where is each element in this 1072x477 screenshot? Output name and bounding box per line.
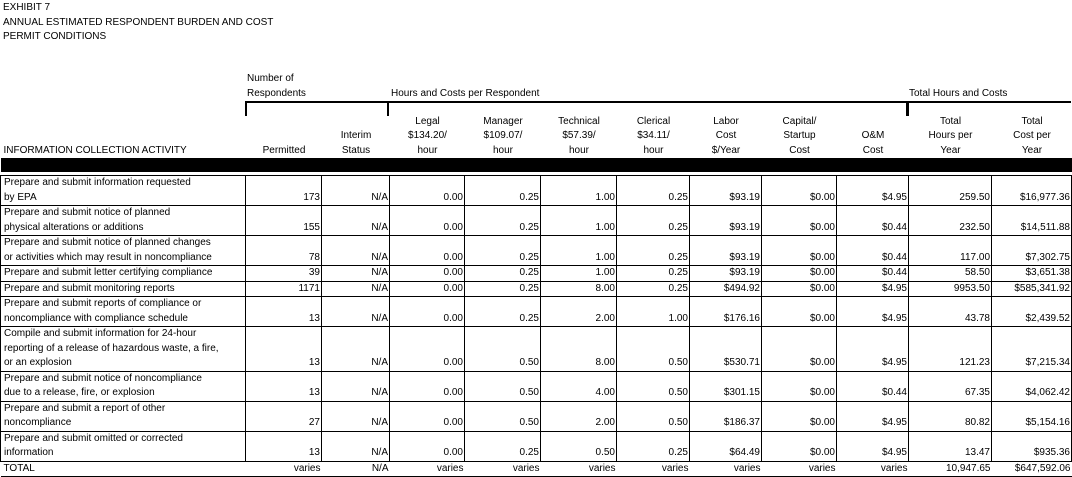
cell-clerical-hours: 0.25 [617, 266, 690, 282]
table-row [1, 371, 1072, 401]
cell-manager-hours: 0.25 [465, 281, 541, 297]
cell-activity: Prepare and submit omitted or corrected information [1, 431, 246, 461]
cell-labor-cost: $186.37 [690, 401, 762, 431]
cell-activity: Prepare and submit reports of compliance or noncompliance with compliance schedule [1, 297, 246, 327]
cell-clerical-hours: 0.25 [617, 236, 690, 266]
cell-legal-hours: 0.00 [390, 431, 465, 461]
cell-manager-hours: 0.50 [465, 327, 541, 372]
cell-labor-cost: $494.92 [690, 281, 762, 297]
cell-total-cost: $585,341.92 [992, 281, 1072, 297]
cell-legal-hours: 0.00 [390, 371, 465, 401]
cell-technical-hours: 1.00 [541, 266, 617, 282]
cell-interim-status: N/A [322, 176, 390, 206]
column-header-om-cost: O&M Cost [861, 130, 885, 156]
table-row [1, 327, 1072, 372]
column-header-manager: Manager $109.07/ hour [483, 115, 523, 156]
cell-interim-status: N/A [322, 401, 390, 431]
cell-om-cost: $4.95 [837, 401, 909, 431]
cell-technical-hours: 4.00 [541, 371, 617, 401]
cell-capital-cost: $0.00 [762, 431, 837, 461]
cell-interim-status: N/A [322, 266, 390, 282]
column-header-interim-status: Interim Status [340, 130, 372, 156]
respondents-label-line2: Respondents [247, 87, 306, 99]
cell-capital-cost: $0.00 [762, 206, 837, 236]
cell-legal-hours: 0.00 [390, 206, 465, 236]
table-row [1, 297, 1072, 327]
cell-interim-status: N/A [322, 281, 390, 297]
cell-labor-cost: $301.15 [690, 371, 762, 401]
cell-labor-cost: varies [690, 461, 762, 477]
cell-labor-cost: $93.19 [690, 176, 762, 206]
cell-total-hours: 67.35 [909, 371, 992, 401]
exhibit-title: ANNUAL ESTIMATED RESPONDENT BURDEN AND COST [3, 16, 274, 28]
cell-om-cost: $0.44 [837, 371, 909, 401]
cell-interim-status: N/A [322, 431, 390, 461]
cell-om-cost: $0.44 [837, 266, 909, 282]
cell-om-cost: $4.95 [837, 176, 909, 206]
cell-om-cost: $4.95 [837, 327, 909, 372]
header-divider-bar [1, 158, 1072, 172]
column-header-labor-cost: Labor Cost $/Year [711, 115, 741, 156]
cell-total-hours: 10,947.65 [909, 461, 992, 477]
cell-labor-cost: $176.16 [690, 297, 762, 327]
cell-capital-cost: $0.00 [762, 176, 837, 206]
column-header-technical: Technical $57.39/ hour [558, 115, 600, 156]
cell-permitted: 27 [246, 401, 322, 431]
cell-technical-hours: 8.00 [541, 327, 617, 372]
cell-legal-hours: 0.00 [390, 327, 465, 372]
table-row [1, 431, 1072, 461]
cell-manager-hours: 0.25 [465, 206, 541, 236]
cell-total-cost: $14,511.88 [992, 206, 1072, 236]
cell-capital-cost: $0.00 [762, 297, 837, 327]
cell-legal-hours: 0.00 [390, 297, 465, 327]
cell-capital-cost: $0.00 [762, 281, 837, 297]
cell-clerical-hours: 0.25 [617, 206, 690, 236]
column-header-clerical: Clerical $34.11/ hour [636, 115, 671, 156]
exhibit-title-block [3, 1, 273, 45]
cell-technical-hours: 2.00 [541, 401, 617, 431]
cell-technical-hours: 1.00 [541, 176, 617, 206]
cell-interim-status: N/A [322, 461, 390, 477]
cell-interim-status: N/A [322, 327, 390, 372]
cell-total-cost: $2,439.52 [992, 297, 1072, 327]
cell-om-cost: $4.95 [837, 297, 909, 327]
cell-legal-hours: 0.00 [390, 401, 465, 431]
column-header-legal: Legal $134.20/ hour [408, 115, 447, 156]
cell-permitted: 13 [246, 431, 322, 461]
cell-om-cost: varies [837, 461, 909, 477]
cell-total-cost: $3,651.38 [992, 266, 1072, 282]
cell-interim-status: N/A [322, 371, 390, 401]
cell-total-hours: 232.50 [909, 206, 992, 236]
cell-total-cost: $4,062.42 [992, 371, 1072, 401]
cell-interim-status: N/A [322, 236, 390, 266]
cell-manager-hours: 0.50 [465, 401, 541, 431]
table-row [1, 281, 1072, 297]
cell-permitted: 173 [246, 176, 322, 206]
column-header-capital-cost: Capital/ Startup Cost [782, 115, 817, 156]
table-row [1, 236, 1072, 266]
cell-interim-status: N/A [322, 206, 390, 236]
cell-total-hours: 13.47 [909, 431, 992, 461]
cell-capital-cost: varies [762, 461, 837, 477]
table-row [1, 266, 1072, 282]
divider-cell [1, 158, 1072, 172]
cell-om-cost: $4.95 [837, 281, 909, 297]
hours-costs-group-label: Hours and Costs per Respondent [391, 88, 540, 99]
cell-clerical-hours: 0.50 [617, 327, 690, 372]
total-row [1, 461, 1072, 477]
cell-manager-hours: 0.25 [465, 236, 541, 266]
cell-total-cost: $647,592.06 [992, 461, 1072, 477]
cell-total-hours: 121.23 [909, 327, 992, 372]
cell-permitted: 1171 [246, 281, 322, 297]
burden-cost-table [0, 113, 1072, 477]
cell-permitted: 13 [246, 297, 322, 327]
table-row [1, 176, 1072, 206]
cell-technical-hours: varies [541, 461, 617, 477]
cell-labor-cost: $530.71 [690, 327, 762, 372]
cell-interim-status: N/A [322, 297, 390, 327]
cell-labor-cost: $64.49 [690, 431, 762, 461]
cell-activity: Prepare and submit information requested by EPA [1, 176, 246, 206]
cell-activity: Prepare and submit notice of planned changes or activities which may result in noncompliance [1, 236, 246, 266]
totals-group-label: Total Hours and Costs [909, 88, 1008, 99]
cell-technical-hours: 0.50 [541, 431, 617, 461]
cell-labor-cost: $93.19 [690, 206, 762, 236]
cell-om-cost: $4.95 [837, 431, 909, 461]
respondents-label-line1: Number of [247, 73, 294, 84]
cell-manager-hours: 0.50 [465, 371, 541, 401]
cell-clerical-hours: 0.50 [617, 371, 690, 401]
cell-activity: Prepare and submit monitoring reports [1, 281, 246, 297]
cell-permitted: 39 [246, 266, 322, 282]
cell-technical-hours: 2.00 [541, 297, 617, 327]
cell-legal-hours: 0.00 [390, 176, 465, 206]
cell-labor-cost: $93.19 [690, 236, 762, 266]
cell-clerical-hours: 0.25 [617, 176, 690, 206]
cell-clerical-hours: 0.50 [617, 401, 690, 431]
cell-legal-hours: varies [390, 461, 465, 477]
cell-manager-hours: varies [465, 461, 541, 477]
cell-manager-hours: 0.25 [465, 266, 541, 282]
cell-activity: Prepare and submit notice of planned physical alterations or additions [1, 206, 246, 236]
cell-clerical-hours: 0.25 [617, 431, 690, 461]
cell-clerical-hours: 1.00 [617, 297, 690, 327]
column-header-permitted: Permitted [262, 144, 306, 156]
cell-capital-cost: $0.00 [762, 236, 837, 266]
table-row [1, 206, 1072, 236]
column-header-total-hours: Total Hours per Year [928, 115, 973, 156]
cell-total-cost: $7,302.75 [992, 236, 1072, 266]
cell-total-hours: 80.82 [909, 401, 992, 431]
cell-total-cost: $935.36 [992, 431, 1072, 461]
table-body [1, 176, 1072, 477]
cell-manager-hours: 0.25 [465, 297, 541, 327]
cell-labor-cost: $93.19 [690, 266, 762, 282]
table-row [1, 401, 1072, 431]
cell-total-hours: 58.50 [909, 266, 992, 282]
cell-permitted: 155 [246, 206, 322, 236]
cell-manager-hours: 0.25 [465, 176, 541, 206]
cell-technical-hours: 1.00 [541, 236, 617, 266]
cell-activity: Prepare and submit notice of noncompliance due to a release, fire, or explosion [1, 371, 246, 401]
cell-permitted: 13 [246, 371, 322, 401]
cell-permitted: 78 [246, 236, 322, 266]
cell-legal-hours: 0.00 [390, 266, 465, 282]
cell-clerical-hours: 0.25 [617, 281, 690, 297]
cell-om-cost: $0.44 [837, 236, 909, 266]
cell-technical-hours: 8.00 [541, 281, 617, 297]
cell-capital-cost: $0.00 [762, 266, 837, 282]
cell-om-cost: $0.44 [837, 206, 909, 236]
cell-permitted: varies [246, 461, 322, 477]
exhibit-number: EXHIBIT 7 [3, 2, 51, 13]
cell-legal-hours: 0.00 [390, 281, 465, 297]
cell-total-cost: $7,215.34 [992, 327, 1072, 372]
cell-total-cost: $16,977.36 [992, 176, 1072, 206]
cell-capital-cost: $0.00 [762, 401, 837, 431]
cell-capital-cost: $0.00 [762, 327, 837, 372]
exhibit-subtitle: PERMIT CONDITIONS [3, 31, 107, 42]
cell-total-hours: 117.00 [909, 236, 992, 266]
cell-total-cost: $5,154.16 [992, 401, 1072, 431]
header-row [1, 113, 1072, 158]
cell-total-hours: 9953.50 [909, 281, 992, 297]
cell-technical-hours: 1.00 [541, 206, 617, 236]
column-header-activity: INFORMATION COLLECTION ACTIVITY [3, 144, 187, 156]
cell-clerical-hours: varies [617, 461, 690, 477]
cell-activity: Prepare and submit letter certifying compliance [1, 266, 246, 282]
respondents-group-label [247, 72, 306, 101]
cell-total-hours: 43.78 [909, 297, 992, 327]
cell-activity: TOTAL [1, 461, 246, 477]
cell-permitted: 13 [246, 327, 322, 372]
cell-total-hours: 259.50 [909, 176, 992, 206]
cell-activity: Prepare and submit a report of other noncompliance [1, 401, 246, 431]
cell-activity: Compile and submit information for 24-hour reporting of a release of hazardous waste, a fire, or an explosion [1, 327, 246, 372]
cell-capital-cost: $0.00 [762, 371, 837, 401]
cell-manager-hours: 0.25 [465, 431, 541, 461]
column-header-total-cost: Total Cost per Year [1013, 115, 1051, 156]
cell-legal-hours: 0.00 [390, 236, 465, 266]
